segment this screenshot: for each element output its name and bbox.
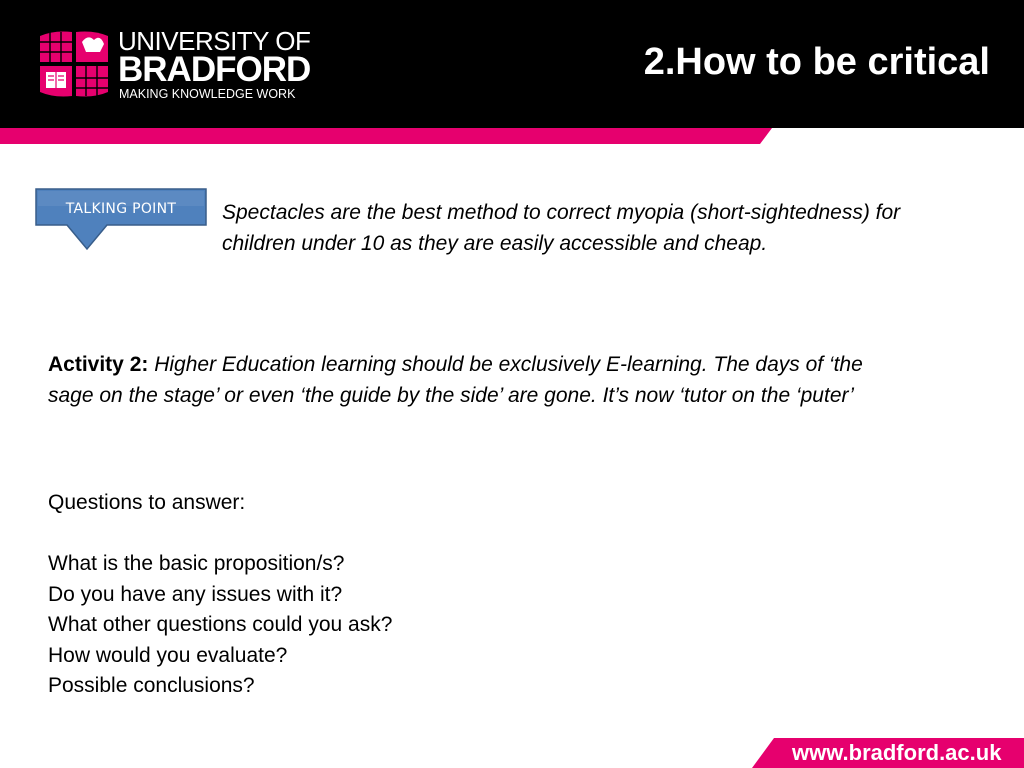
talking-point-label: TALKING POINT (65, 201, 177, 217)
activity-text: Higher Education learning should be exclusively E-learning. The days of ‘the sage on the stage’ or even ‘the guide by the side’ are gone. It’s now ‘tutor on the ‘puter’ (48, 353, 863, 407)
questions-heading: Questions to answer: (48, 491, 246, 514)
university-logo (38, 28, 328, 102)
logo-university-of: UNIVERSITY OF (118, 26, 311, 56)
crest-icon (38, 28, 110, 100)
slide-title: 2.How to be critical (643, 41, 990, 83)
callout-shape (35, 188, 207, 252)
footer-url[interactable]: www.bradford.ac.uk (792, 740, 1002, 765)
pink-stripe (0, 128, 1024, 144)
talking-point-callout (35, 188, 207, 252)
question-item: What other questions could you ask? (48, 613, 393, 636)
logo-bradford: BRADFORD (118, 50, 311, 89)
question-item: How would you evaluate? (48, 643, 288, 667)
activity-label: Activity 2: (48, 353, 149, 376)
question-item: What is the basic proposition/s? (48, 552, 345, 575)
logo-tagline: MAKING KNOWLEDGE WORK (119, 87, 296, 101)
question-item: Do you have any issues with it? (48, 582, 343, 606)
activity-block (48, 350, 878, 411)
questions-block (48, 488, 748, 702)
question-item: Possible conclusions? (48, 674, 255, 697)
talking-point-statement: Spectacles are the best method to correct myopia (short-sightedness) for children under 10 as they are easily accessible and cheap. (222, 201, 901, 255)
